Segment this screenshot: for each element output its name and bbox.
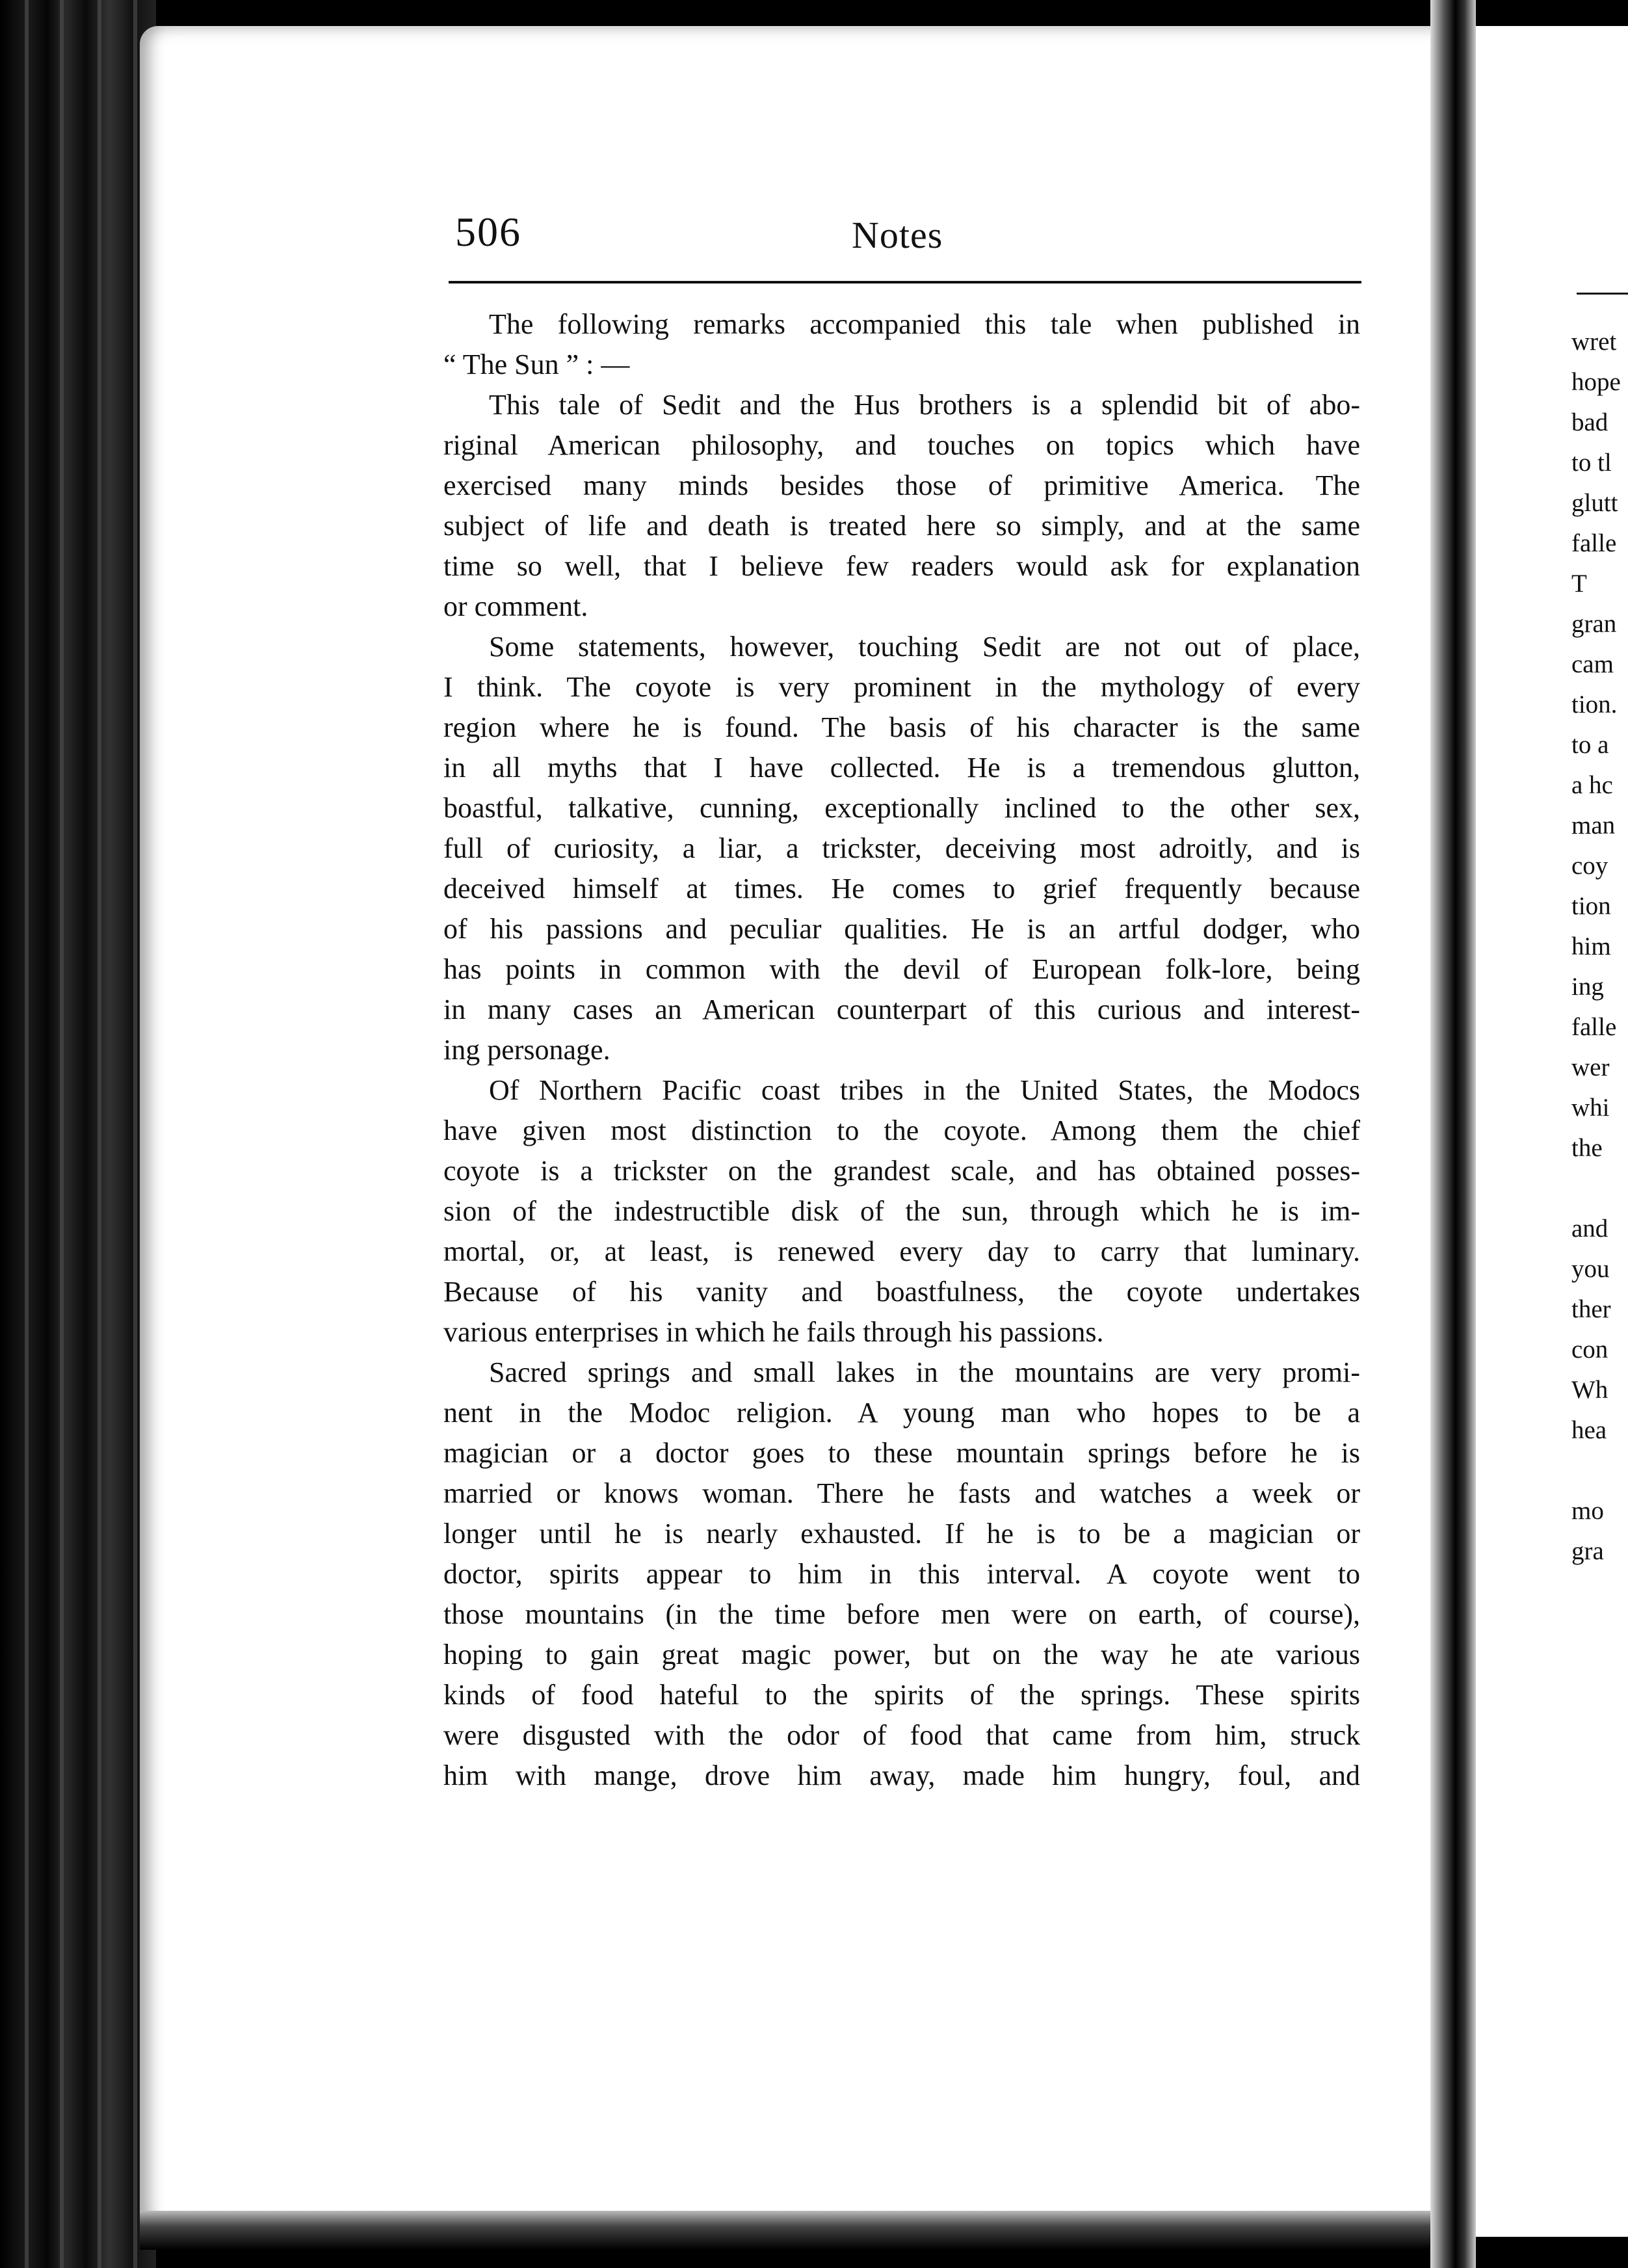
facing-text-line: ing	[1571, 973, 1604, 1001]
edge-streak	[133, 0, 137, 2268]
text-line: nent in the Modoc religion. A young man who hopes to be a	[443, 1397, 1360, 1429]
text-line: those mountains (in the time before men were on earth, of course),	[443, 1598, 1360, 1630]
text-line: doctor, spirits appear to him in this interval. A coyote went to	[443, 1558, 1360, 1590]
facing-text-line: wer	[1571, 1053, 1610, 1081]
text-line: Because of his vanity and boastfulness, the coyote undertakes	[443, 1276, 1360, 1308]
facing-page-text	[1571, 322, 1621, 1572]
facing-text-line: a hc	[1571, 771, 1613, 799]
facing-text-line: him	[1571, 932, 1611, 960]
text-line: magician or a doctor goes to these mountain springs before he is	[443, 1437, 1360, 1469]
facing-text-line: cam	[1571, 650, 1614, 678]
facing-text-line: glutt	[1571, 489, 1618, 517]
text-line: or comment.	[443, 590, 588, 622]
facing-text-line: tion.	[1571, 691, 1618, 719]
head-rule	[449, 281, 1361, 284]
text-line: married or knows woman. There he fasts and watches a week or	[443, 1477, 1360, 1509]
text-line: The following remarks accompanied this tale when published in	[489, 308, 1360, 340]
facing-text-line: gran	[1571, 610, 1617, 638]
text-line: Some statements, however, touching Sedit are not out of place,	[489, 631, 1360, 663]
page-number: 506	[455, 209, 521, 255]
book-gutter	[1430, 0, 1476, 2268]
text-line: mortal, or, at least, is renewed every day to carry that luminary.	[443, 1235, 1360, 1267]
facing-text-line: con	[1571, 1336, 1608, 1364]
text-line: were disgusted with the odor of food that came from him, struck	[443, 1719, 1360, 1751]
facing-text-line	[1571, 1168, 1621, 1209]
text-line: Sacred springs and small lakes in the mountains are very promi-	[489, 1356, 1360, 1388]
facing-text-line: mo	[1571, 1497, 1604, 1525]
facing-text-line: ther	[1571, 1295, 1611, 1323]
running-title: Notes	[852, 214, 943, 256]
text-line: kinds of food hateful to the spirits of the springs. These spirits	[443, 1679, 1360, 1711]
edge-streak	[25, 0, 29, 2268]
facing-page-fragment	[1476, 26, 1628, 2237]
text-line: boastful, talkative, cunning, exceptionally inclined to the other sex,	[443, 792, 1360, 824]
edge-streak	[60, 0, 64, 2268]
text-line: subject of life and death is treated here so simply, and at the same	[443, 510, 1360, 542]
text-line: deceived himself at times. He comes to grief frequently because	[443, 873, 1360, 904]
text-line: have given most distinction to the coyote. Among them the chief	[443, 1114, 1360, 1146]
running-head	[455, 208, 1359, 280]
text-line: in all myths that I have collected. He is a tremendous glutton,	[443, 752, 1360, 784]
facing-text-line: falle	[1571, 1013, 1617, 1041]
text-line: I think. The coyote is very prominent in the mythology of every	[443, 671, 1360, 703]
facing-text-line: wret	[1571, 328, 1617, 356]
book-edge-left	[0, 0, 156, 2268]
text-line: exercised many minds besides those of primitive America. The	[443, 469, 1360, 501]
facing-text-line: bad	[1571, 408, 1608, 436]
facing-text-line: whi	[1571, 1094, 1610, 1122]
facing-text-line: Wh	[1571, 1376, 1608, 1404]
facing-text-line: T	[1571, 570, 1587, 598]
text-line: sion of the indestructible disk of the sun, through which he is im-	[443, 1195, 1360, 1227]
text-line: longer until he is nearly exhausted. If he is to be a magician or	[443, 1518, 1360, 1549]
text-line: Of Northern Pacific coast tribes in the United States, the Modocs	[489, 1074, 1360, 1106]
text-line: full of curiosity, a liar, a trickster, deceiving most adroitly, and is	[443, 832, 1360, 864]
text-line: of his passions and peculiar qualities. He is an artful dodger, who	[443, 913, 1360, 945]
body-text	[443, 304, 1360, 1796]
facing-text-line: the	[1571, 1134, 1603, 1162]
facing-text-line: hope	[1571, 368, 1621, 396]
facing-text-line	[1571, 1451, 1621, 1491]
facing-text-line: falle	[1571, 529, 1617, 557]
page-bottom-edge	[140, 2211, 1448, 2250]
facing-text-line: man	[1571, 811, 1616, 839]
facing-text-line: you	[1571, 1255, 1610, 1283]
facing-text-line: and	[1571, 1215, 1608, 1243]
text-line: This tale of Sedit and the Hus brothers is a splendid bit of abo-	[489, 389, 1360, 421]
text-line: “ The Sun ” : —	[443, 349, 630, 380]
facing-text-line: hea	[1571, 1416, 1607, 1444]
facing-head-rule	[1577, 293, 1628, 295]
text-line: has points in common with the devil of European folk-lore, being	[443, 953, 1360, 985]
facing-text-line: coy	[1571, 852, 1608, 880]
text-line: various enterprises in which he fails through his passions.	[443, 1316, 1104, 1348]
text-line: region where he is found. The basis of his character is the same	[443, 711, 1360, 743]
facing-text-line: to tl	[1571, 449, 1612, 477]
text-line: time so well, that I believe few readers would ask for explanation	[443, 550, 1360, 582]
text-line: riginal American philosophy, and touches on topics which have	[443, 429, 1360, 461]
facing-text-line: tion	[1571, 892, 1611, 920]
facing-text-line: gra	[1571, 1537, 1604, 1565]
text-line: him with mange, drove him away, made him hungry, foul, and	[443, 1760, 1360, 1791]
text-line: in many cases an American counterpart of this curious and interest-	[443, 994, 1360, 1025]
edge-streak	[98, 0, 101, 2268]
text-line: coyote is a trickster on the grandest scale, and has obtained posses-	[443, 1155, 1360, 1187]
facing-text-line: to a	[1571, 731, 1609, 759]
text-line: ing personage.	[443, 1034, 610, 1066]
text-line: hoping to gain great magic power, but on the way he ate various	[443, 1639, 1360, 1670]
